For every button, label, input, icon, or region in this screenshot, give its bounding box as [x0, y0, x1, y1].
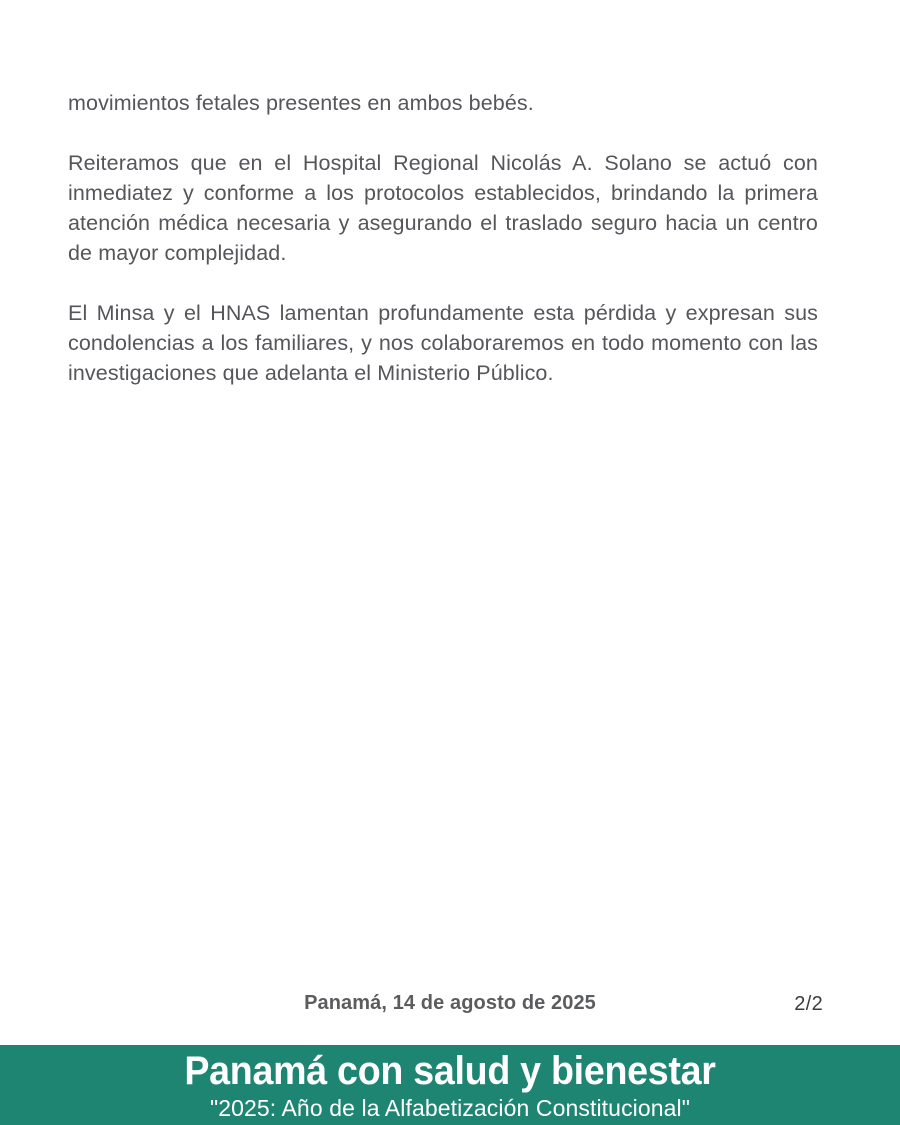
banner-subtitle: "2025: Año de la Alfabetización Constitucional" [209, 1095, 691, 1121]
paragraph-3: El Minsa y el HNAS lamentan profundamente esta pérdida y expresan sus condolencias a los familiares, y nos colaboraremos en todo momento con las investigaciones que adelanta el Ministerio Público. [68, 301, 818, 385]
document-body [68, 88, 818, 388]
page-number: 2/2 [794, 993, 823, 1015]
banner-title: Panamá con salud y bienestar [184, 1049, 716, 1093]
paragraph-1: movimientos fetales presentes en ambos bebés. [68, 91, 534, 115]
footer-date: Panamá, 14 de agosto de 2025 [304, 992, 596, 1014]
document-footer [0, 992, 900, 1026]
institutional-banner [0, 1045, 900, 1125]
paragraph-2: Reiteramos que en el Hospital Regional Nicolás A. Solano se actuó con inmediatez y conforme a los protocolos establecidos, brindando la primera atención médica necesaria y asegurando el traslado seguro hacia un centro de mayor complejidad. [68, 151, 818, 265]
